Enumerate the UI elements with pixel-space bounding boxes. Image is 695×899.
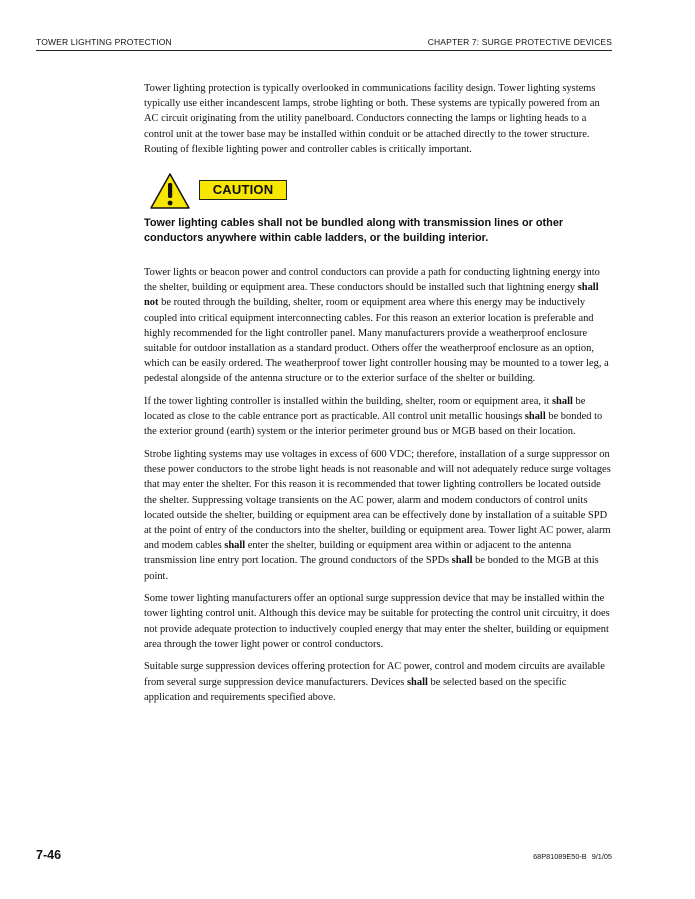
document-id: 68P81089E50-B 9/1/05 (533, 852, 612, 861)
emphasis-shall: shall (224, 540, 246, 552)
header-rule (36, 50, 612, 51)
text-run: enter the shelter, building or equipment area within or adjacent to the antenna transmission line entry port location. The ground conductors of the SPDs (144, 540, 572, 567)
emphasis-shall: shall (451, 555, 473, 567)
text-run: If the tower lighting controller is installed within the building, shelter, room or equipment area, it (144, 396, 552, 408)
text-run: be routed through the building, shelter, room or equipment area where this energy may be inductively coupled into critical equipment interconnecting cables. For this reason an exterior location is preferable and highly recommended for the light controller panel. Many manufacturers provide a weatherproof enclosure suitable for outdoor installation as a standard product. Others offer the weatherproof enclosure as an option, which can be easily ordered. The weatherproof tower light controller housing may be mounted to a tower leg, a pedestal alongside of the antenna structure or to the exterior surface of the shelter or building. (144, 297, 609, 385)
text-run: Strobe lighting systems may use voltages in excess of 600 VDC; therefore, installation of a surge suppressor on these power conductors to the strobe light heads is not reasonable and will not adequately reduce surge voltages that may enter the shelter. For this reason it is recommended that tower lighting controllers be located outside the shelter. Suppressing voltage transients on the AC power, alarm and modem conductors of control units located outside the shelter, building or equipment area can be effectively done by installation of a suitable SPD at the point of entry of the conductors into the shelter, building or equipment area. Tower light AC power, alarm and modem cables (144, 449, 611, 552)
warning-triangle-icon (149, 172, 191, 210)
caution-text: Tower lighting cables shall not be bundled along with transmission lines or other conductors anywhere within cable ladders, or the building interior. (144, 217, 564, 245)
paragraph-controller-location (144, 394, 612, 440)
header-chapter-title: CHAPTER 7: SURGE PROTECTIVE DEVICES (427, 37, 612, 47)
text-run: be selected based on the specific application and requirements specified above. (144, 676, 567, 703)
paragraph-strobe (144, 447, 612, 584)
text-run: Tower lights or beacon power and control conductors can provide a path for conducting lightning energy into the shelter, building or equipment area. These conductors should be installed such that lightning energy (144, 267, 600, 294)
paragraph-optional-device: Some tower lighting manufacturers offer an optional surge suppression device that may be installed within the tower lighting control unit. Although this device may be suitable for protecting the control unit circuitry, it does not provide adequate protection to inductively coupled energy that may enter the shelter, building or equipment area through the tower light power or control conductors. (144, 593, 610, 650)
paragraph-routing (144, 265, 612, 387)
page-body (144, 81, 612, 712)
caution-box (144, 172, 612, 216)
running-header (36, 37, 612, 47)
page-number: 7-46 (36, 848, 62, 862)
emphasis-shall: shall (552, 396, 573, 408)
text-run: be located as close to the cable entrance port as practicable. All control unit metallic housings (144, 396, 586, 423)
emphasis-shall-not: shall not (144, 282, 599, 309)
paragraph-suitable-devices (144, 659, 612, 705)
emphasis-shall: shall (406, 676, 428, 688)
intro-paragraph: Tower lighting protection is typically overlooked in communications facility design. Tower lighting systems typically use either incandescent lamps, strobe lighting or both. These systems are typically powered from an AC circuit originating from the utility panelboard. Conductors connecting the lamps or lighting heads to a control unit at the tower base may be installed within conduit or be attached directly to the tower structure. Routing of flexible lighting power and controller cables is critically important. (144, 83, 600, 155)
text-run: be bonded to the exterior ground (earth) system or the interior perimeter ground bus or MGB based on their location. (144, 411, 603, 438)
emphasis-shall: shall (524, 411, 546, 423)
text-run: Suitable surge suppression devices offering protection for AC power, control and modem circuits are available from several surge suppression device manufacturers. Devices (144, 661, 605, 688)
text-run: be bonded to the MGB at this point. (144, 555, 599, 582)
caution-label: CAUTION (199, 180, 287, 200)
header-section-title: TOWER LIGHTING PROTECTION (36, 37, 172, 47)
